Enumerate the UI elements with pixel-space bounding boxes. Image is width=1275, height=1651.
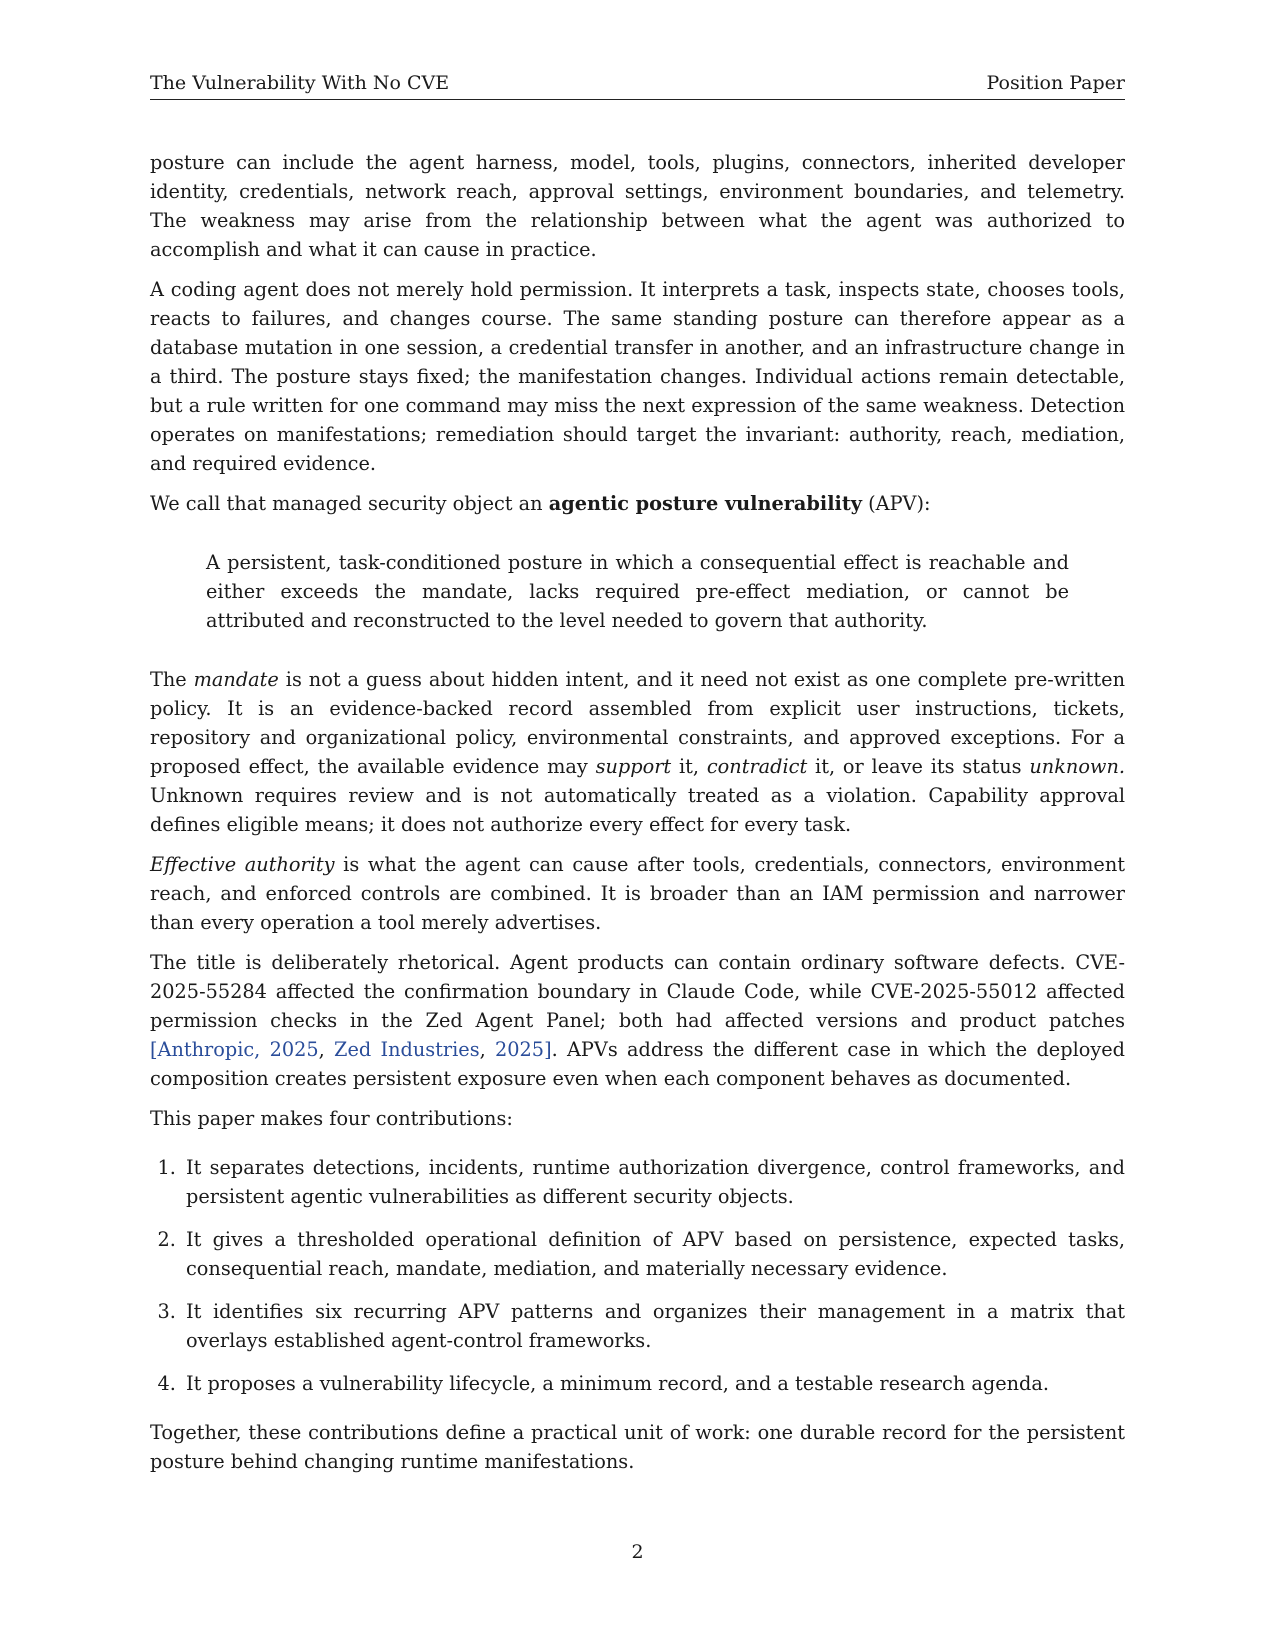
paragraph-effective-authority	[150, 850, 1125, 937]
apv-intro-text: We call that managed security object an	[150, 492, 549, 515]
apv-intro-suffix: (APV):	[862, 492, 931, 515]
running-header-type: Position Paper	[986, 72, 1125, 94]
effective-authority-term: Effective authority	[150, 853, 335, 876]
mandate-text: it, or leave its status	[807, 755, 1030, 778]
rhetorical-text: ,	[318, 1038, 335, 1061]
rhetorical-text: ,	[479, 1038, 495, 1061]
running-header	[150, 70, 1125, 100]
mandate-term: mandate	[193, 668, 279, 691]
citation-bracket: ]	[544, 1038, 552, 1061]
paragraph-apv-intro	[150, 489, 1125, 518]
effective-authority-text: is what the agent can cause after tools, credentials, connectors, environment reach, and enforced controls are combined. It is broader than an IAM permission and narrower than every operation a tool merely advertises.	[150, 853, 1125, 934]
paragraph-posture: posture can include the agent harness, model, tools, plugins, connectors, inherited developer identity, credentials, network reach, approval settings, environment boundaries, and telemetry. The weakness may arise from the relationship between what the agent was authorized to accomplish and what it can cause in practice.	[150, 151, 1125, 261]
list-item: 2. It gives a thresholded operational definition of APV based on persistence, expected tasks, consequential reach, mandate, mediation, and materially necessary evidence.	[182, 1225, 1125, 1283]
citation-zed-year[interactable]: 2025	[495, 1038, 545, 1061]
list-item: 4. It proposes a vulnerability lifecycle, a minimum record, and a testable research agenda.	[182, 1369, 1125, 1398]
citation-anthropic-name: [Anthropic,	[150, 1038, 261, 1061]
list-item: 3. It identifies six recurring APV patterns and organizes their management in a matrix that overlays established agent-control frameworks.	[182, 1297, 1125, 1355]
rhetorical-text: The title is deliberately rhetorical. Agent products can contain ordinary software defects. CVE-2025-55284 affected the confirmation boundary in Claude Code, while CVE-2025-55012 affected permission checks in the Zed Agent Panel; both had affected versions and product patches	[150, 951, 1125, 1032]
citation-anthropic[interactable]	[150, 1038, 319, 1061]
apv-term: agentic posture vulnerability	[548, 492, 862, 515]
support-term: support	[595, 755, 672, 778]
page-number: 2	[631, 1541, 644, 1563]
mandate-text: Unknown requires review and is not automatically treated as a violation. Capability approval defines eligible means; it does not authorize every effect for every task.	[150, 784, 1125, 836]
contradict-term: contradict	[706, 755, 808, 778]
body-text	[150, 148, 1125, 1487]
mandate-text: The	[150, 668, 194, 691]
paragraph-coding-agent: A coding agent does not merely hold permission. It interprets a task, inspects state, chooses tools, reacts to failures, and changes course. The same standing posture can therefore appear as a database mutation in one session, a credential transfer in another, and an infrastructure change in a third. The posture stays fixed; the manifestation changes. Individual actions remain detectable, but a rule written for one command may miss the next expression of the same weakness. Detection operates on manifestations; remediation should target the invariant: authority, reach, mediation, and required evidence.	[150, 278, 1125, 475]
citation-zed[interactable]: Zed Industries	[334, 1038, 480, 1061]
paragraph-mandate	[150, 665, 1125, 839]
running-header-title: The Vulnerability With No CVE	[150, 72, 450, 94]
mandate-text: is not a guess about hidden intent, and it need not exist as one complete pre-written policy. It is an evidence-backed record assembled from explicit user instructions, tickets, repository and organizational policy, environmental constraints, and approved exceptions. For a proposed effect, the available evidence may	[150, 668, 1125, 778]
apv-definition-quote: A persistent, task-conditioned posture in which a consequential effect is reachable and either exceeds the mandate, lacks required pre-effect mediation, or cannot be attributed and reconstructed to the level needed to govern that authority.	[206, 551, 1069, 632]
paragraph-together: Together, these contributions define a practical unit of work: one durable record for the persistent posture behind changing runtime manifestations.	[150, 1421, 1125, 1473]
list-item: 1. It separates detections, incidents, runtime authorization divergence, control frameworks, and persistent agentic vulnerabilities as different security objects.	[182, 1153, 1125, 1211]
paragraph-contributions-intro: This paper makes four contributions:	[150, 1107, 513, 1130]
unknown-term: unknown.	[1029, 755, 1125, 778]
paragraph-title-rhetorical	[150, 948, 1125, 1093]
contributions-list	[150, 1153, 1125, 1398]
mandate-text: it,	[671, 755, 707, 778]
citation-anthropic-year: 2025	[269, 1038, 319, 1061]
rhetorical-text: . APVs address the different case in which the deployed composition creates persistent exposure even when each component behaves as documented.	[150, 1038, 1125, 1090]
